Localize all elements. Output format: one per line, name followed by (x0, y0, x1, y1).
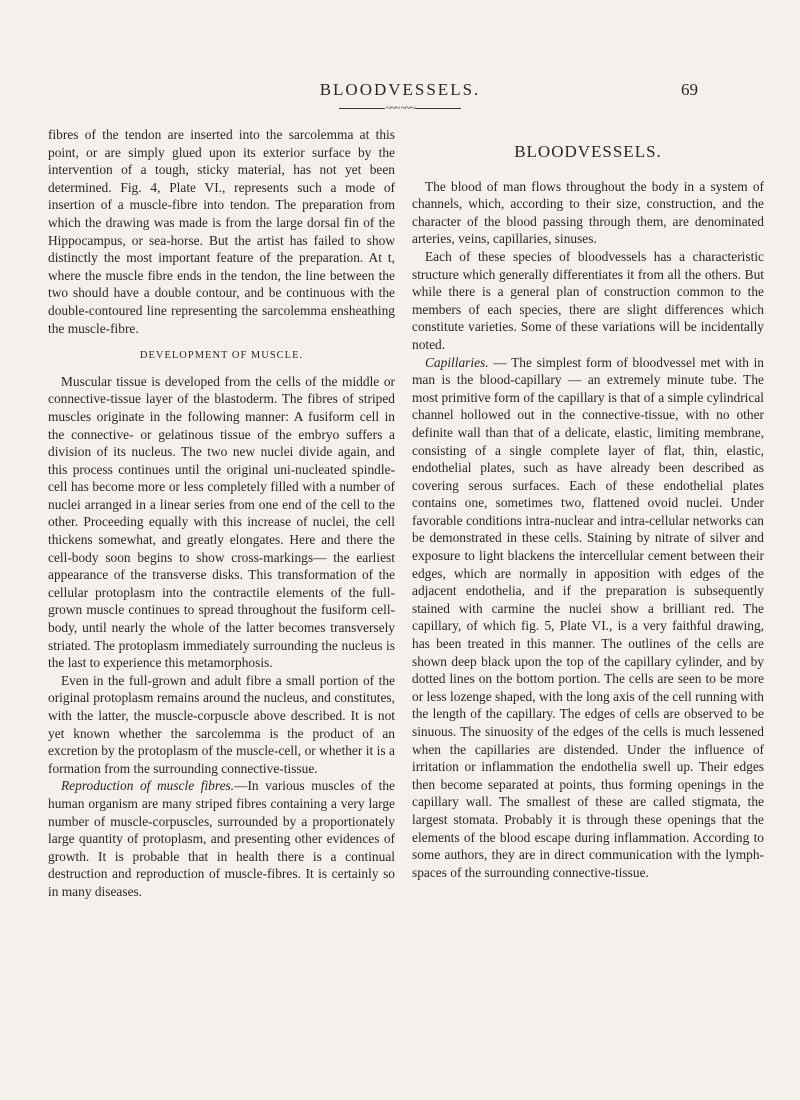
paragraph: The blood of man flows throughout the body in a system of channels, which, according to their size, construction, and the character of the blood passing through them, are denominated arteries, veins, capillaries, sinuses. (412, 178, 764, 247)
section-title: BLOODVESSELS. (514, 142, 662, 161)
paragraph (48, 777, 395, 900)
paragraph-body: —In various muscles of the human organism are many striped fibres containing a very large number of muscle-corpuscles, surrounded by a proportionately large quantity of protoplasm, and presenting other evidences of growth. It is probable that in health there is a continual destruction and reproduction of muscle-fibres. It is certainly so in many diseases. (48, 778, 395, 899)
ornament-divider (0, 103, 800, 114)
left-column (48, 126, 395, 901)
paragraph: Muscular tissue is developed from the cells of the middle or connective-tissue layer of the blastoderm. The fibres of striped muscles originate in the following manner: A fusiform cell in the connective- or gelatinous tissue of the embryo suffers a division of its nucleus. The two new nuclei divide again, and this process continues until the original uni-nucleated spindle-cell has become more or less completely filled with a number of nuclei arranged in a linear series from one end of the cell to the other. Proceeding equally with this increase of nuclei, the cell thickens somewhat, and greatly elongates. Here and there the cell-body soon begins to show cross-markings— the earliest appearance of the transverse disks. This transformation of the cellular protoplasm into the contractile elements of the full-grown muscle continues to spread throughout the fusiform cell-body, until nearly the whole of the latter becomes transversely striated. The protoplasm immediately surrounding the nucleus is the last to experience this metamorphosis. (48, 373, 395, 671)
paragraph-body: — The simplest form of bloodvessel met with in man is the blood-capillary — an extremely minute tube. The most primitive form of the capillary is that of a simple cylindrical channel hollowed out in the connective-tissue, with no other definite wall than that of a delicate, elastic, limiting membrane, consisting of a single complete layer of flat, thin, elastic, endothelial plates, such as have already been described as covering serous surfaces. Each of these endothelial plates contains one, sometimes two, flattened ovoid nuclei. Under favorable conditions intra-nuclear and intra-cellular networks can be demonstrated in these cells. Staining by nitrate of silver and exposure to light blackens the intercellular cement between their edges, which are normally in apposition with edges of the adjacent endothelia, and if the preparation is subsequently stained with carmine the nuclei show a brilliant red. The capillary, of which fig. 5, Plate VI., is a very faithful drawing, has been treated in this manner. The outlines of the cells are shown deep black upon the top of the capillary cylinder, and by dotted lines on the bottom portion. The cells are seen to be more or less lozenge shaped, with the long axis of the cell running with the length of the capillary. The edges of cells are observed to be sinuous. The sinuosity of the edges of the cells is much lessened when the capillaries are distended. Under the influence of irritation or inflammation the endothelia swell up. Their edges then become separated at points, thus forming openings in the capillary wall. The smallest of these are called stigmata, the largest stomata. Probably it is through these openings that the elements of the blood escape during inflammation. According to some authors, they are in direct communication with the lymph-spaces of the surrounding connective-tissue. (412, 354, 764, 880)
page-number: 69 (681, 80, 698, 99)
paragraph (412, 354, 764, 882)
ornament-rule-left (339, 108, 385, 109)
running-title: BLOODVESSELS. (319, 80, 481, 99)
paragraph: Each of these species of bloodvessels has a characteristic structure which generally differentiates it from all the others. But while there is a general plan of construction common to the members of each species, there are slight differences which constitute varieties. Some of these variations will be incidentally noted. (412, 248, 764, 352)
section-subheading: DEVELOPMENT OF MUSCLE. (139, 350, 304, 362)
run-in-heading: Reproduction of muscle fibres. (61, 778, 235, 794)
ornament-glyph: ~~~ ~~~ (386, 103, 414, 114)
paragraph: Even in the full-grown and adult fibre a small portion of the original protoplasm remains around the nucleus, and constitutes, with the latter, the muscle-corpuscle above described. It is not yet known whether the sarcolemma is the product of an excretion by the protoplasm of the muscle-cell, or whether it is a formation from the surrounding connective-tissue. (48, 672, 395, 776)
right-column (412, 126, 764, 881)
ornament-rule-right (415, 108, 461, 109)
paragraph: fibres of the tendon are inserted into the sarcolemma at this point, or are simply glued upon its exterior surface by the intervention of a tough, sticky material, has not yet been determined. Fig. 4, Plate VI., represents such a mode of insertion of a muscle-fibre into tendon. The preparation from which the drawing was made is from the large dorsal fin of the Hippocampus, or sea-horse. But the artist has failed to show distinctly the most important feature of the preparation. At t, where the muscle fibre ends in the tendon, the line between the two should have a double contour, and be continuous with the double-contoured line representing the sarcolemma ensheathing the muscle-fibre. (48, 127, 395, 336)
run-in-heading: Capillaries. (425, 354, 489, 370)
